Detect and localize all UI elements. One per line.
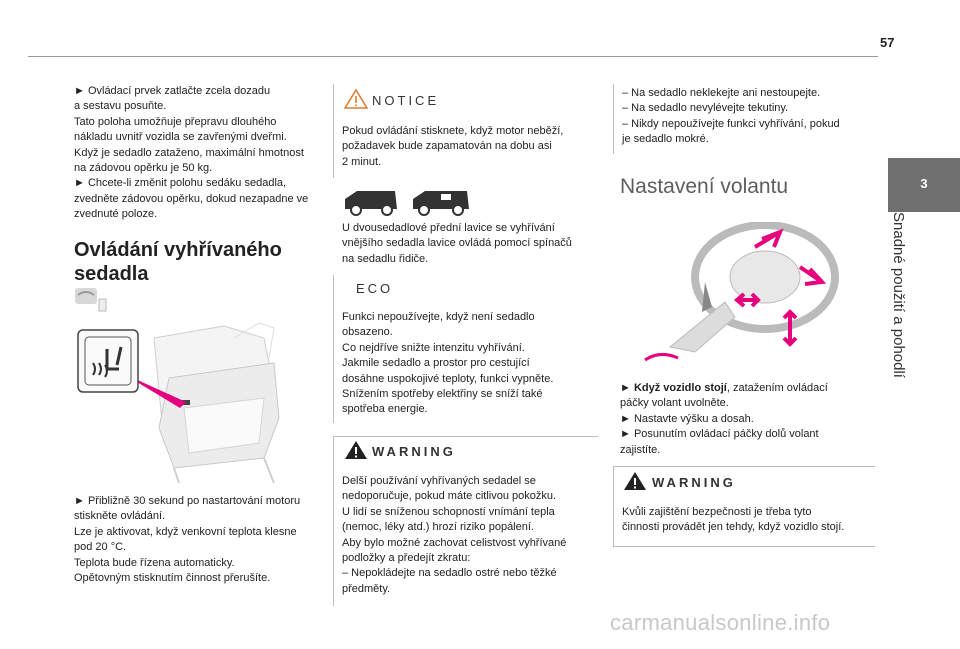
van-icons: [343, 187, 473, 217]
warning-icon: [343, 439, 369, 461]
col3-warning-title: WARNING: [652, 475, 736, 490]
notice-rule: [333, 84, 334, 178]
notice-text: Pokud ovládání stisknete, když motor neběží, požadavek bude zapamatován na dobu asi 2 minut.: [342, 125, 564, 168]
col3-top-rule: [613, 84, 614, 154]
van-text: U dvousedadlové přední lavice se vyhřívání vnějšího sedadla lavice ovládá pomocí spínačů na sedadlu řidiče.: [342, 222, 572, 265]
seat-info-icon: [74, 285, 108, 313]
chapter-number: 3: [920, 176, 928, 191]
col3-warning-rule: [613, 466, 614, 546]
notice-title: NOTICE: [372, 93, 440, 108]
col3-warning-top-rule: [613, 466, 875, 467]
heated-seat-button-icon[interactable]: [77, 329, 139, 393]
steering-steps: ► Když vozidlo stojí, zatažením ovládací páčky volant uvolněte. ► Nastavte výšku a dosah. ► Posunutím ovládací páčky dolů volant zajistíte.: [620, 382, 828, 456]
col1-after: ► Přibližně 30 sekund po nastartování motoru stiskněte ovládání. Lze je aktivovat, když venkovní teplota klesne pod 20 °C. Teplota bude řízena automaticky. Opětovným stisknutím činnost přerušíte.: [74, 495, 301, 585]
col3-warning-text: Kvůli zajištění bezpečnosti je třeba tyto činnosti provádět jen tehdy, když vozidlo stojí.: [622, 506, 845, 534]
section-heading-heated-seat: Ovládání vyhřívaného sedadla: [74, 239, 282, 285]
notice-icon: [343, 88, 369, 110]
warning-top-rule: [333, 436, 598, 437]
watermark: carmanualsonline.info: [610, 610, 831, 635]
warning-text: Delší používání vyhřívaných sedadel se nedoporučuje, pokud máte citlivou pokožku. U lidí se sníženou schopností vnímání tepla (nemoc, léky atd.) hrozí riziko popálení. Aby bylo možné zachovat celistvost vyhřívané podložky a předejít zkratu: – Nepokládejte na sedadlo ostré nebo těžké předměty.: [342, 475, 567, 595]
warning-rule: [333, 436, 334, 606]
steering-wheel-illustration: [640, 222, 840, 367]
section-heading-steering: Nastavení volantu: [620, 175, 789, 198]
col3-top-text: – Na sedadlo neklekejte ani nestoupejte. – Na sedadlo nevylévejte tekutiny. – Nikdy nepoužívejte funkci vyhřívání, pokud je sedadlo mokré.: [622, 87, 840, 146]
col3-warning-bottom-rule: [613, 546, 875, 547]
eco-rule: [333, 275, 334, 423]
page-number: 57: [880, 35, 895, 50]
col1-intro: ► Ovládací prvek zatlačte zcela dozadu a sestavu posuňte. Tato poloha umožňuje přepravu dlouhého nákladu uvnitř vozidla se zavřenými dveřmi. Když je sedadlo zataženo, maximální hmotnost na zádovou opěrku je 50 kg. ► Chcete-li změnit polohu sedáku sedadla, zvedněte zádovou opěrku, dokud nezapadne ve zvednuté poloze.: [74, 85, 309, 221]
warning-icon: [622, 470, 648, 492]
chapter-title: Snadné použití a pohodlí: [890, 212, 907, 378]
eco-title: ECO: [356, 281, 394, 296]
eco-text: Funkci nepoužívejte, když není sedadlo obsazeno. Co nejdříve snižte intenzitu vyhřívání. Jakmile sedadlo a prostor pro cestující dosáhne uspokojivé teploty, funkci vypněte. Snížením spotřeby elektřiny se sníží také spotřeba energie.: [342, 311, 554, 416]
warning-title: WARNING: [372, 444, 456, 459]
header-rule: [28, 56, 878, 57]
